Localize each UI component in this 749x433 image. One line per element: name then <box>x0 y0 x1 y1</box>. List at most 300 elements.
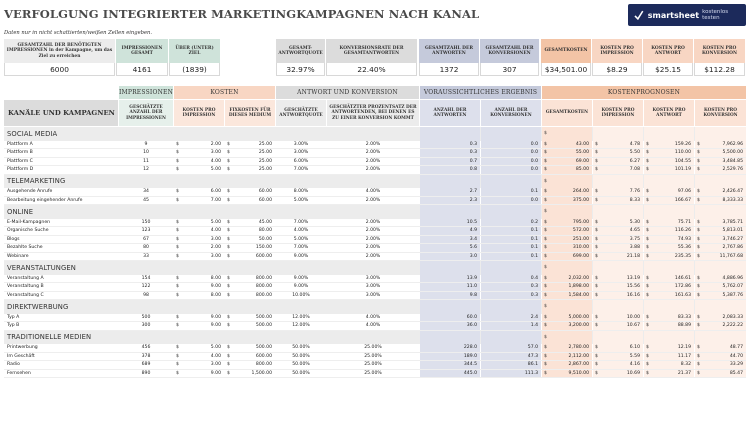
summary-metric <box>169 39 221 76</box>
fixed-costs-cell[interactable] <box>225 275 275 283</box>
cost-per-conversion-cell <box>695 314 746 322</box>
cell-value: 33.29 <box>729 362 743 368</box>
group-ergebnis: VORAUSSICHTLICHES ERGEBNIS <box>420 86 541 99</box>
conversion-rate-cell[interactable] <box>327 283 419 291</box>
channel-name-cell[interactable] <box>4 188 118 196</box>
currency-symbol: $ <box>646 292 649 298</box>
responses-cell <box>420 236 480 244</box>
impressions-cell[interactable] <box>119 219 173 227</box>
cost-per-impression-cell[interactable] <box>174 344 224 352</box>
table-row <box>4 141 746 150</box>
cell-value: Fernsehen <box>7 370 31 376</box>
cost-per-impression-cell[interactable] <box>174 219 224 227</box>
fixed-costs-cell[interactable] <box>225 227 275 235</box>
cell-value: Organische Suche <box>7 228 49 234</box>
forecast-cpi-cell <box>593 283 643 291</box>
conversion-rate-cell[interactable] <box>327 188 419 196</box>
cost-per-impression-cell[interactable] <box>174 253 224 261</box>
summary-label: ÜBER (UNTER) ZIEL <box>169 39 220 63</box>
currency-symbol: $ <box>595 353 598 359</box>
conversion-rate-cell[interactable] <box>327 141 419 149</box>
response-rate-cell[interactable] <box>276 370 326 378</box>
group-antwort: ANTWORT UND KONVERSION <box>276 86 419 99</box>
conversion-rate-cell[interactable] <box>327 244 419 252</box>
currency-symbol: $ <box>595 197 598 203</box>
cell-value: 2,083.33 <box>722 314 743 320</box>
summary-metric <box>541 39 592 76</box>
fixed-costs-cell[interactable] <box>225 236 275 244</box>
conversion-rate-cell[interactable] <box>327 275 419 283</box>
smartsheet-banner[interactable] <box>628 4 746 26</box>
currency-symbol: $ <box>544 334 547 340</box>
cost-per-impression-cell[interactable] <box>174 361 224 369</box>
fixed-costs-cell[interactable] <box>225 370 275 378</box>
channel-name-cell[interactable] <box>4 197 118 205</box>
response-rate-cell[interactable] <box>276 188 326 196</box>
section-shade <box>593 331 643 345</box>
cost-per-response-cell <box>644 158 694 166</box>
response-rate-cell[interactable] <box>276 361 326 369</box>
cost-per-conversion-cell <box>695 158 746 166</box>
currency-symbol: $ <box>544 253 547 259</box>
currency-symbol: $ <box>544 292 547 298</box>
cell-value: 375.00 <box>572 197 589 203</box>
currency-symbol: $ <box>646 323 649 329</box>
impressions-cell[interactable] <box>119 370 173 378</box>
cell-value: 80 <box>143 245 149 251</box>
cost-per-response-cell <box>644 283 694 291</box>
cell-value: 228.0 <box>463 345 477 351</box>
forecast-cpi-cell <box>593 344 643 352</box>
cell-value: 11 <box>143 158 149 164</box>
total-costs-cell <box>542 292 592 300</box>
currency-symbol: $ <box>544 284 547 290</box>
section-header-row <box>4 127 746 141</box>
total-costs-cell <box>542 227 592 235</box>
cost-per-impression-cell[interactable] <box>174 353 224 361</box>
summary-value: 22.40% <box>326 63 417 76</box>
cell-value: 1,898.00 <box>568 284 589 290</box>
conversions-cell <box>481 283 541 291</box>
section-shade <box>420 127 480 141</box>
channel-name-cell[interactable] <box>4 227 118 235</box>
table-row <box>4 227 746 236</box>
cell-value: 1.4 <box>530 323 538 329</box>
response-rate-cell[interactable] <box>276 197 326 205</box>
response-rate-cell[interactable] <box>276 149 326 157</box>
section-shade <box>542 261 592 275</box>
section-shade <box>644 300 694 314</box>
cost-per-conversion-cell <box>695 227 746 235</box>
cell-value: 9.8 <box>469 292 477 298</box>
response-rate-cell[interactable] <box>276 344 326 352</box>
cell-value: 3,746.27 <box>722 236 743 242</box>
response-rate-cell[interactable] <box>276 236 326 244</box>
cell-value: 9.00 <box>210 284 221 290</box>
conversion-rate-cell[interactable] <box>327 236 419 244</box>
fixed-costs-cell[interactable] <box>225 188 275 196</box>
response-rate-cell[interactable] <box>276 322 326 330</box>
total-costs-cell <box>542 353 592 361</box>
cell-value: 21.37 <box>677 370 691 376</box>
cost-per-conversion-cell <box>695 166 746 174</box>
cell-value: 500 <box>141 314 151 320</box>
currency-symbol: $ <box>544 158 547 164</box>
channel-name-cell[interactable] <box>4 236 118 244</box>
conversion-rate-cell[interactable] <box>327 361 419 369</box>
currency-symbol: $ <box>227 284 230 290</box>
channel-name-cell[interactable] <box>4 149 118 157</box>
currency-symbol: $ <box>227 314 230 320</box>
cell-value: 67 <box>143 236 149 242</box>
cost-per-conversion-cell <box>695 361 746 369</box>
conversion-rate-cell[interactable] <box>327 227 419 235</box>
impressions-cell[interactable] <box>119 353 173 361</box>
channel-name-cell[interactable] <box>4 244 118 252</box>
cell-value: 699.00 <box>572 253 589 259</box>
cost-per-impression-cell[interactable] <box>174 197 224 205</box>
fixed-costs-cell[interactable] <box>225 166 275 174</box>
column-header-conversion-rate: GESCHÄTZTER PROZENTSATZ DER ANTWORTENDEN, BEI DENEN ES ZU EINER KONVERSION KOMMT <box>327 100 419 126</box>
cost-per-impression-cell[interactable] <box>174 275 224 283</box>
currency-symbol: $ <box>544 345 547 351</box>
conversion-rate-cell[interactable] <box>327 197 419 205</box>
cell-value: 8.00% <box>293 189 309 195</box>
cost-per-conversion-cell <box>695 188 746 196</box>
cost-per-response-cell <box>644 292 694 300</box>
cell-value: 0.0 <box>530 158 538 164</box>
impressions-cell[interactable] <box>119 141 173 149</box>
cost-per-impression-cell[interactable] <box>174 149 224 157</box>
cost-per-impression-cell[interactable] <box>174 188 224 196</box>
currency-symbol: $ <box>176 197 179 203</box>
fixed-costs-cell[interactable] <box>225 283 275 291</box>
currency-symbol: $ <box>646 167 649 173</box>
impressions-cell[interactable] <box>119 361 173 369</box>
cell-value: 4.65 <box>629 228 640 234</box>
impressions-cell[interactable] <box>119 149 173 157</box>
cost-per-conversion-cell <box>695 283 746 291</box>
channel-name-cell[interactable] <box>4 166 118 174</box>
target-impressions-input[interactable]: 6000 <box>4 63 115 76</box>
impressions-cell[interactable] <box>119 236 173 244</box>
section-shade <box>481 331 541 345</box>
cost-per-impression-cell[interactable] <box>174 236 224 244</box>
fixed-costs-cell[interactable] <box>225 244 275 252</box>
conversion-rate-cell[interactable] <box>327 322 419 330</box>
conversion-rate-cell[interactable] <box>327 253 419 261</box>
currency-symbol: $ <box>227 228 230 234</box>
currency-symbol: $ <box>646 253 649 259</box>
conversion-rate-cell[interactable] <box>327 292 419 300</box>
cell-value: 172.86 <box>674 284 691 290</box>
channel-name-cell[interactable] <box>4 158 118 166</box>
total-costs-cell <box>542 188 592 196</box>
fixed-costs-cell[interactable] <box>225 253 275 261</box>
cell-value: 123 <box>141 228 151 234</box>
response-rate-cell[interactable] <box>276 283 326 291</box>
cost-per-response-cell <box>644 370 694 378</box>
impressions-cell[interactable] <box>119 197 173 205</box>
response-rate-cell[interactable] <box>276 244 326 252</box>
cost-per-conversion-cell <box>695 244 746 252</box>
fixed-costs-cell[interactable] <box>225 197 275 205</box>
channel-name-cell[interactable] <box>4 314 118 322</box>
cost-per-impression-cell[interactable] <box>174 314 224 322</box>
cell-value: 25.00 <box>258 141 272 147</box>
cell-value: 74.93 <box>677 236 691 242</box>
conversion-rate-cell[interactable] <box>327 370 419 378</box>
currency-symbol: $ <box>595 141 598 147</box>
conversion-rate-cell[interactable] <box>327 314 419 322</box>
fixed-costs-cell[interactable] <box>225 219 275 227</box>
cost-per-impression-cell[interactable] <box>174 227 224 235</box>
cell-value: 161.63 <box>674 292 691 298</box>
response-rate-cell[interactable] <box>276 227 326 235</box>
currency-symbol: $ <box>646 370 649 376</box>
response-rate-cell[interactable] <box>276 158 326 166</box>
cell-value: 9.00% <box>293 284 309 290</box>
currency-symbol: $ <box>227 370 230 376</box>
total-costs-cell <box>542 322 592 330</box>
impressions-cell[interactable] <box>119 314 173 322</box>
impressions-cell[interactable] <box>119 275 173 283</box>
fixed-costs-cell[interactable] <box>225 314 275 322</box>
currency-symbol: $ <box>697 345 700 351</box>
forecast-cpi-cell <box>593 361 643 369</box>
section-title: TELEMARKETING <box>7 177 66 185</box>
cell-value: 85.00 <box>575 167 589 173</box>
cell-value: 25.00 <box>258 158 272 164</box>
channel-name-cell[interactable] <box>4 283 118 291</box>
cell-value: 8.00 <box>210 275 221 281</box>
currency-symbol: $ <box>227 150 230 156</box>
channel-name-cell[interactable] <box>4 141 118 149</box>
cell-value: 0.3 <box>469 141 477 147</box>
currency-symbol: $ <box>646 314 649 320</box>
response-rate-cell[interactable] <box>276 219 326 227</box>
responses-cell <box>420 314 480 322</box>
summary-label: KOSTEN PRO IMPRESSION <box>592 39 642 63</box>
cell-value: 60.0 <box>466 314 477 320</box>
currency-symbol: $ <box>697 370 700 376</box>
conversion-rate-cell[interactable] <box>327 166 419 174</box>
cell-value: 800.00 <box>255 362 272 368</box>
summary-value: $8.29 <box>592 63 642 76</box>
cell-value: 12.00% <box>292 323 310 329</box>
responses-cell <box>420 344 480 352</box>
cell-value: 55.36 <box>677 245 691 251</box>
summary-metric <box>276 39 326 76</box>
conversions-cell <box>481 361 541 369</box>
conversion-rate-cell[interactable] <box>327 353 419 361</box>
conversion-rate-cell[interactable] <box>327 158 419 166</box>
cell-value: 3.00% <box>365 284 381 290</box>
responses-cell <box>420 141 480 149</box>
cell-value: 2.00% <box>365 219 381 225</box>
cell-value: 8,333.33 <box>722 197 743 203</box>
cell-value: 0.1 <box>530 245 538 251</box>
summary-value: (1839) <box>169 63 220 76</box>
response-rate-cell[interactable] <box>276 253 326 261</box>
cell-value: 2,529.76 <box>722 167 743 173</box>
cell-value: 12 <box>143 167 149 173</box>
cell-value: 9,510.00 <box>568 370 589 376</box>
impressions-cell[interactable] <box>119 292 173 300</box>
channel-name-cell[interactable] <box>4 322 118 330</box>
summary-value: $25.15 <box>643 63 693 76</box>
response-rate-cell[interactable] <box>276 166 326 174</box>
cell-value: 2.00% <box>365 158 381 164</box>
cell-value: 2,867.00 <box>568 362 589 368</box>
table-row <box>4 361 746 370</box>
cell-value: 5.00% <box>293 236 309 242</box>
cell-value: Blogs <box>7 236 20 242</box>
forecast-cpi-cell <box>593 236 643 244</box>
response-rate-cell[interactable] <box>276 353 326 361</box>
cell-value: 21.18 <box>626 253 640 259</box>
cell-value: 146.61 <box>674 275 691 281</box>
page-title: VERFOLGUNG INTEGRIERTER MARKETINGKAMPAGNEN NACH KANAL <box>4 7 480 21</box>
fixed-costs-cell[interactable] <box>225 149 275 157</box>
cost-per-impression-cell[interactable] <box>174 292 224 300</box>
total-costs-cell <box>542 166 592 174</box>
group-prognosen: KOSTENPROGNOSEN <box>542 86 746 99</box>
cell-value: 7.00% <box>293 167 309 173</box>
table-row <box>4 314 746 323</box>
impressions-cell[interactable] <box>119 158 173 166</box>
section-shade <box>481 261 541 275</box>
cell-value: 25.00% <box>364 370 382 376</box>
cost-per-impression-cell[interactable] <box>174 322 224 330</box>
cost-per-conversion-cell <box>695 236 746 244</box>
total-costs-cell <box>542 283 592 291</box>
impressions-cell[interactable] <box>119 253 173 261</box>
cell-value: 25.00% <box>364 353 382 359</box>
cost-per-conversion-cell <box>695 322 746 330</box>
cell-value: 2,032.00 <box>568 275 589 281</box>
response-rate-cell[interactable] <box>276 141 326 149</box>
fixed-costs-cell[interactable] <box>225 344 275 352</box>
summary-label: KONVERSIONSRATE DER GESAMTANTWORTEN <box>326 39 417 63</box>
cell-value: 0.0 <box>530 167 538 173</box>
cost-per-impression-cell[interactable] <box>174 141 224 149</box>
response-rate-cell[interactable] <box>276 314 326 322</box>
summary-costs <box>541 39 746 76</box>
cell-value: 7,962.96 <box>722 141 743 147</box>
cell-value: 48.77 <box>729 345 743 351</box>
fixed-costs-cell[interactable] <box>225 292 275 300</box>
cost-per-response-cell <box>644 275 694 283</box>
conversions-cell <box>481 188 541 196</box>
cell-value: 2.00% <box>365 141 381 147</box>
conversions-cell <box>481 314 541 322</box>
cell-value: 4.00% <box>365 189 381 195</box>
column-header-forecast-cost-per-impression: KOSTEN PRO IMPRESSION <box>593 100 643 126</box>
impressions-cell[interactable] <box>119 283 173 291</box>
conversion-rate-cell[interactable] <box>327 149 419 157</box>
impressions-cell[interactable] <box>119 322 173 330</box>
channel-name-cell[interactable] <box>4 275 118 283</box>
conversion-rate-cell[interactable] <box>327 344 419 352</box>
column-header-cost-per-response: KOSTEN PRO ANTWORT <box>644 100 694 126</box>
impressions-cell[interactable] <box>119 244 173 252</box>
currency-symbol: $ <box>227 236 230 242</box>
response-rate-cell[interactable] <box>276 292 326 300</box>
cell-value: 7.00% <box>293 219 309 225</box>
table-row <box>4 370 746 379</box>
channel-name-cell[interactable] <box>4 361 118 369</box>
fixed-costs-cell[interactable] <box>225 353 275 361</box>
cell-value: 4.00 <box>210 158 221 164</box>
conversion-rate-cell[interactable] <box>327 219 419 227</box>
cost-per-impression-cell[interactable] <box>174 166 224 174</box>
impressions-cell[interactable] <box>119 166 173 174</box>
cell-value: 3.00 <box>210 362 221 368</box>
channel-name-cell[interactable] <box>4 370 118 378</box>
cell-value: 3.00% <box>293 141 309 147</box>
channel-name-cell[interactable] <box>4 253 118 261</box>
cost-per-conversion-cell <box>695 149 746 157</box>
impressions-cell[interactable] <box>119 188 173 196</box>
fixed-costs-cell[interactable] <box>225 158 275 166</box>
cost-per-response-cell <box>644 244 694 252</box>
cost-per-response-cell <box>644 149 694 157</box>
conversions-cell <box>481 370 541 378</box>
currency-symbol: $ <box>646 245 649 251</box>
channel-name-cell[interactable] <box>4 344 118 352</box>
fixed-costs-cell[interactable] <box>225 361 275 369</box>
cell-value: 2,780.00 <box>568 345 589 351</box>
forecast-cpi-cell <box>593 370 643 378</box>
summary-metric <box>419 39 480 76</box>
cost-per-impression-cell[interactable] <box>174 370 224 378</box>
impressions-cell[interactable] <box>119 227 173 235</box>
currency-symbol: $ <box>227 141 230 147</box>
cell-value: 4.00 <box>210 228 221 234</box>
cost-per-impression-cell[interactable] <box>174 158 224 166</box>
currency-symbol: $ <box>227 158 230 164</box>
cell-value: 13.9 <box>466 275 477 281</box>
currency-symbol: $ <box>595 275 598 281</box>
channel-name-cell[interactable] <box>4 219 118 227</box>
currency-symbol: $ <box>176 314 179 320</box>
fixed-costs-cell[interactable] <box>225 322 275 330</box>
free-trial-link[interactable]: kostenlos testen <box>702 9 729 21</box>
section-shade <box>542 175 592 189</box>
cost-per-impression-cell[interactable] <box>174 244 224 252</box>
currency-symbol: $ <box>646 228 649 234</box>
cell-value: 16.16 <box>626 292 640 298</box>
cell-value: 2.00% <box>365 253 381 259</box>
channel-name-cell[interactable] <box>4 353 118 361</box>
currency-symbol: $ <box>697 158 700 164</box>
forecast-cpi-cell <box>593 219 643 227</box>
currency-symbol: $ <box>697 292 700 298</box>
currency-symbol: $ <box>227 197 230 203</box>
cell-value: 43.00 <box>575 141 589 147</box>
cost-per-impression-cell[interactable] <box>174 283 224 291</box>
channel-name-cell[interactable] <box>4 292 118 300</box>
currency-symbol: $ <box>176 323 179 329</box>
fixed-costs-cell[interactable] <box>225 141 275 149</box>
response-rate-cell[interactable] <box>276 275 326 283</box>
column-header-impressions: GESCHÄTZTE ANZAHL DER IMPRESSIONEN <box>119 100 173 126</box>
section-shade <box>481 300 541 314</box>
impressions-cell[interactable] <box>119 344 173 352</box>
cell-value: Ausgehende Anrufe <box>7 189 53 195</box>
cell-value: 300 <box>141 323 151 329</box>
